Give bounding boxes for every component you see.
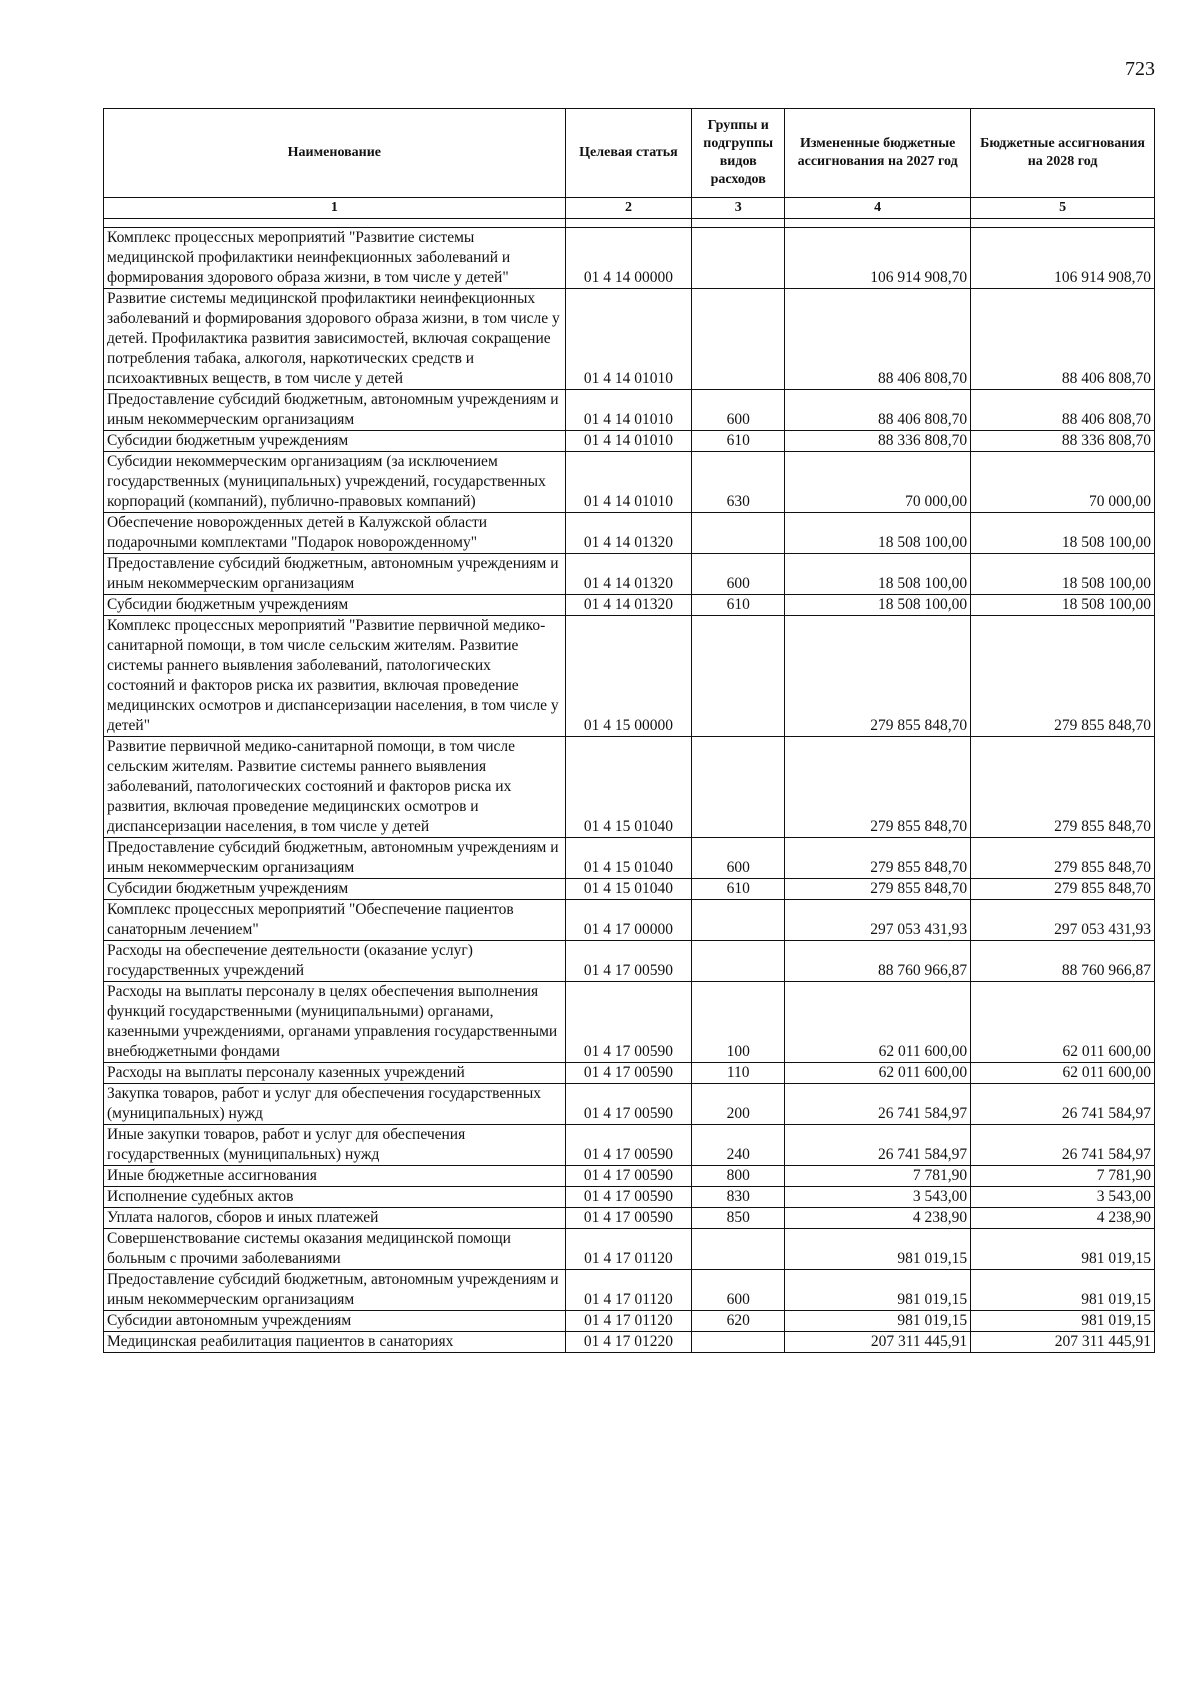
table-row (104, 1270, 1155, 1311)
header-2028: Бюджетные ассигнования на 2028 год (971, 109, 1155, 198)
row-value-2027: 981 019,15 (785, 1229, 971, 1270)
row-value-2027: 88 336 808,70 (785, 431, 971, 452)
row-group (692, 941, 785, 982)
row-group (692, 513, 785, 554)
row-value-2028: 279 855 848,70 (971, 616, 1155, 737)
table-row (104, 289, 1155, 390)
row-name: Медицинская реабилитация пациентов в санаториях (104, 1332, 566, 1353)
row-group: 600 (692, 554, 785, 595)
row-value-2028: 18 508 100,00 (971, 595, 1155, 616)
table-row (104, 1166, 1155, 1187)
row-value-2027: 26 741 584,97 (785, 1125, 971, 1166)
row-name: Субсидии автономным учреждениям (104, 1311, 566, 1332)
row-value-2027: 981 019,15 (785, 1311, 971, 1332)
row-value-2027: 981 019,15 (785, 1270, 971, 1311)
table-row (104, 228, 1155, 289)
table-row (104, 1125, 1155, 1166)
row-value-2027: 279 855 848,70 (785, 737, 971, 838)
column-number: 1 (104, 198, 566, 219)
table-row (104, 513, 1155, 554)
table-row (104, 1063, 1155, 1084)
row-name: Предоставление субсидий бюджетным, автономным учреждениям и иным некоммерческим организациям (104, 390, 566, 431)
row-value-2028: 88 406 808,70 (971, 390, 1155, 431)
table-row (104, 1187, 1155, 1208)
row-value-2027: 207 311 445,91 (785, 1332, 971, 1353)
row-name: Иные бюджетные ассигнования (104, 1166, 566, 1187)
table-header-row (104, 109, 1155, 198)
row-group: 800 (692, 1166, 785, 1187)
row-value-2027: 279 855 848,70 (785, 616, 971, 737)
row-code: 01 4 17 00000 (565, 900, 692, 941)
row-name: Предоставление субсидий бюджетным, автономным учреждениям и иным некоммерческим организациям (104, 838, 566, 879)
row-group: 610 (692, 879, 785, 900)
row-group: 600 (692, 390, 785, 431)
header-2027: Измененные бюджетные ассигнования на 2027 год (785, 109, 971, 198)
row-value-2027: 279 855 848,70 (785, 838, 971, 879)
row-code: 01 4 17 01120 (565, 1229, 692, 1270)
table-row (104, 941, 1155, 982)
row-code: 01 4 17 01220 (565, 1332, 692, 1353)
row-code: 01 4 14 01010 (565, 390, 692, 431)
row-value-2027: 18 508 100,00 (785, 554, 971, 595)
row-value-2027: 70 000,00 (785, 452, 971, 513)
row-value-2027: 106 914 908,70 (785, 228, 971, 289)
row-name: Совершенствование системы оказания медицинской помощи больным с прочими заболеваниями (104, 1229, 566, 1270)
row-group (692, 737, 785, 838)
row-group: 850 (692, 1208, 785, 1229)
row-value-2028: 279 855 848,70 (971, 737, 1155, 838)
row-value-2028: 279 855 848,70 (971, 838, 1155, 879)
row-code: 01 4 17 00590 (565, 941, 692, 982)
row-value-2028: 297 053 431,93 (971, 900, 1155, 941)
row-code: 01 4 17 00590 (565, 1125, 692, 1166)
row-code: 01 4 14 01320 (565, 513, 692, 554)
row-group: 610 (692, 595, 785, 616)
header-group: Группы и подгруппы видов расходов (692, 109, 785, 198)
row-group (692, 900, 785, 941)
row-name: Иные закупки товаров, работ и услуг для обеспечения государственных (муниципальных) нужд (104, 1125, 566, 1166)
row-value-2028: 18 508 100,00 (971, 513, 1155, 554)
row-name: Субсидии бюджетным учреждениям (104, 595, 566, 616)
row-value-2027: 4 238,90 (785, 1208, 971, 1229)
row-value-2028: 70 000,00 (971, 452, 1155, 513)
row-name: Развитие первичной медико-санитарной помощи, в том числе сельским жителям. Развитие системы раннего выявления заболеваний, патологических состояний и факторов риска их развития, включая проведение медицинских осмотров и диспансеризации населения, в том числе у детей (104, 737, 566, 838)
table-row (104, 982, 1155, 1063)
row-value-2027: 3 543,00 (785, 1187, 971, 1208)
column-number-row (104, 198, 1155, 219)
table-row (104, 452, 1155, 513)
table-row (104, 595, 1155, 616)
row-code: 01 4 17 01120 (565, 1270, 692, 1311)
header-name: Наименование (104, 109, 566, 198)
row-code: 01 4 14 01010 (565, 452, 692, 513)
table-row (104, 879, 1155, 900)
row-value-2028: 3 543,00 (971, 1187, 1155, 1208)
row-group: 610 (692, 431, 785, 452)
row-name: Комплекс процессных мероприятий "Развитие системы медицинской профилактики неинфекционных заболеваний и формирования здорового образа жизни, в том числе у детей" (104, 228, 566, 289)
row-value-2028: 88 406 808,70 (971, 289, 1155, 390)
row-code: 01 4 15 01040 (565, 838, 692, 879)
table-row (104, 616, 1155, 737)
row-code: 01 4 15 00000 (565, 616, 692, 737)
row-code: 01 4 15 01040 (565, 737, 692, 838)
row-code: 01 4 17 00590 (565, 1166, 692, 1187)
row-code: 01 4 17 00590 (565, 982, 692, 1063)
row-name: Расходы на выплаты персоналу казенных учреждений (104, 1063, 566, 1084)
table-row (104, 1229, 1155, 1270)
row-value-2028: 207 311 445,91 (971, 1332, 1155, 1353)
row-value-2028: 981 019,15 (971, 1270, 1155, 1311)
row-value-2028: 7 781,90 (971, 1166, 1155, 1187)
row-value-2027: 62 011 600,00 (785, 982, 971, 1063)
row-code: 01 4 17 01120 (565, 1311, 692, 1332)
row-value-2028: 18 508 100,00 (971, 554, 1155, 595)
row-group (692, 616, 785, 737)
row-name: Предоставление субсидий бюджетным, автономным учреждениям и иным некоммерческим организациям (104, 1270, 566, 1311)
table-row (104, 554, 1155, 595)
row-code: 01 4 14 01320 (565, 595, 692, 616)
table-row (104, 1208, 1155, 1229)
row-value-2028: 981 019,15 (971, 1311, 1155, 1332)
row-value-2028: 981 019,15 (971, 1229, 1155, 1270)
row-value-2028: 4 238,90 (971, 1208, 1155, 1229)
row-value-2027: 88 760 966,87 (785, 941, 971, 982)
table-row (104, 838, 1155, 879)
table-row (104, 1084, 1155, 1125)
row-group (692, 1229, 785, 1270)
row-group: 630 (692, 452, 785, 513)
row-code: 01 4 14 00000 (565, 228, 692, 289)
row-name: Расходы на выплаты персоналу в целях обеспечения выполнения функций государственными (муниципальными) органами, казенными учреждениями, органами управления государственными внебюджетными фондами (104, 982, 566, 1063)
row-code: 01 4 15 01040 (565, 879, 692, 900)
row-name: Предоставление субсидий бюджетным, автономным учреждениям и иным некоммерческим организациям (104, 554, 566, 595)
row-code: 01 4 17 00590 (565, 1208, 692, 1229)
row-code: 01 4 17 00590 (565, 1063, 692, 1084)
row-code: 01 4 14 01320 (565, 554, 692, 595)
table-row (104, 900, 1155, 941)
row-group (692, 289, 785, 390)
row-value-2027: 26 741 584,97 (785, 1084, 971, 1125)
column-number: 2 (565, 198, 692, 219)
row-name: Закупка товаров, работ и услуг для обеспечения государственных (муниципальных) нужд (104, 1084, 566, 1125)
row-value-2028: 62 011 600,00 (971, 1063, 1155, 1084)
row-group: 240 (692, 1125, 785, 1166)
row-code: 01 4 17 00590 (565, 1084, 692, 1125)
budget-table (103, 108, 1155, 1353)
row-name: Уплата налогов, сборов и иных платежей (104, 1208, 566, 1229)
row-value-2028: 62 011 600,00 (971, 982, 1155, 1063)
row-group: 110 (692, 1063, 785, 1084)
row-code: 01 4 14 01010 (565, 289, 692, 390)
row-value-2027: 62 011 600,00 (785, 1063, 971, 1084)
row-group: 600 (692, 1270, 785, 1311)
row-value-2027: 297 053 431,93 (785, 900, 971, 941)
row-value-2028: 26 741 584,97 (971, 1125, 1155, 1166)
row-name: Субсидии некоммерческим организациям (за исключением государственных (муниципальных) учреждений, государственных корпораций (компаний), публично-правовых компаний) (104, 452, 566, 513)
row-value-2028: 279 855 848,70 (971, 879, 1155, 900)
table-row (104, 737, 1155, 838)
page-number: 723 (1125, 58, 1155, 80)
column-number: 4 (785, 198, 971, 219)
table-body (104, 228, 1155, 1353)
row-name: Обеспечение новорожденных детей в Калужской области подарочными комплектами "Подарок новорожденному" (104, 513, 566, 554)
row-name: Расходы на обеспечение деятельности (оказание услуг) государственных учреждений (104, 941, 566, 982)
table-row (104, 1311, 1155, 1332)
row-value-2028: 88 760 966,87 (971, 941, 1155, 982)
row-value-2028: 106 914 908,70 (971, 228, 1155, 289)
table-row (104, 390, 1155, 431)
header-spacer (104, 219, 1155, 228)
row-name: Исполнение судебных актов (104, 1187, 566, 1208)
row-name: Субсидии бюджетным учреждениям (104, 431, 566, 452)
column-number: 3 (692, 198, 785, 219)
row-name: Комплекс процессных мероприятий "Обеспечение пациентов санаторным лечением" (104, 900, 566, 941)
row-value-2027: 279 855 848,70 (785, 879, 971, 900)
row-name: Комплекс процессных мероприятий "Развитие первичной медико-санитарной помощи, в том числе сельским жителям. Развитие системы раннего выявления заболеваний, патологических состояний и факторов риска их развития, включая проведение медицинских осмотров и диспансеризации населения, в том числе у детей" (104, 616, 566, 737)
row-value-2027: 88 406 808,70 (785, 390, 971, 431)
row-group (692, 1332, 785, 1353)
row-name: Субсидии бюджетным учреждениям (104, 879, 566, 900)
row-group (692, 228, 785, 289)
row-group: 600 (692, 838, 785, 879)
table-row (104, 1332, 1155, 1353)
row-value-2027: 18 508 100,00 (785, 595, 971, 616)
row-value-2028: 88 336 808,70 (971, 431, 1155, 452)
row-group: 200 (692, 1084, 785, 1125)
row-value-2027: 88 406 808,70 (785, 289, 971, 390)
row-value-2028: 26 741 584,97 (971, 1084, 1155, 1125)
row-group: 830 (692, 1187, 785, 1208)
table-row (104, 431, 1155, 452)
row-code: 01 4 14 01010 (565, 431, 692, 452)
row-group: 620 (692, 1311, 785, 1332)
row-code: 01 4 17 00590 (565, 1187, 692, 1208)
row-group: 100 (692, 982, 785, 1063)
column-number: 5 (971, 198, 1155, 219)
row-value-2027: 7 781,90 (785, 1166, 971, 1187)
row-name: Развитие системы медицинской профилактики неинфекционных заболеваний и формирования здорового образа жизни, в том числе у детей. Профилактика развития зависимостей, включая сокращение потребления табака, алкоголя, наркотических средств и психоактивных веществ, в том числе у детей (104, 289, 566, 390)
header-code: Целевая статья (565, 109, 692, 198)
row-value-2027: 18 508 100,00 (785, 513, 971, 554)
